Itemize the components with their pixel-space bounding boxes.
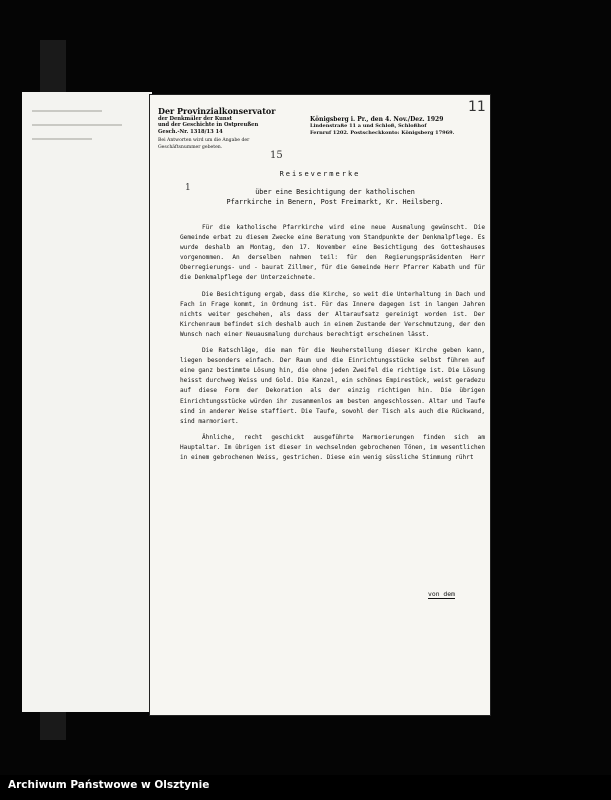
paragraph: Für die katholische Pfarrkirche wird eine neue Ausmalung gewünscht. Die Gemeinde erbat zu diesem Zwecke eine Beratung vom Standpunkte der Denkmalpflege. Es wurde deshalb am Montag, den 17. November eine Besichtigung des Gotteshauses vorgenommen. An derselben nahmen teil: für den Regierungspräsidenten Herr Oberregierungs- und - baurat Zillmer, für die Gemeinde Herr Pfarrer Kabath und für die Denkmalpflege der Unterzeichnete. xyxy=(180,224,485,282)
letterhead-right xyxy=(310,117,460,136)
place-date: Königsberg i. Pr., den 4. Nov./Dez. 1929 xyxy=(310,116,444,123)
paragraph: Die Besichtigung ergab, dass die Kirche, so weit die Unterhaltung in Dach und Fach in Frage kommt, in Ordnung ist. Für das Innere dagegen ist in langen Jahren nichts weiter geschehen, als dass der Altaraufsatz gereinigt worden ist. Der Kirchenraum befindet sich deshalb auch in einem Zustande der Verschmutzung, der den Wunsch nach einer Neuausmalung durchaus berechtigt erscheinen lässt. xyxy=(180,290,485,338)
margin-mark: 1 xyxy=(185,183,191,193)
page-number: 11 xyxy=(468,99,486,115)
archive-label: Archiwum Państwowe w Olsztynie xyxy=(8,779,210,791)
letterhead-left xyxy=(158,107,276,151)
letterhead-note: Bei Antworten wird um die Angabe der xyxy=(158,138,250,144)
underlying-page xyxy=(22,92,152,712)
paragraph: Die Ratschläge, die man für die Neuherstellung dieser Kirche geben kann, liegen besonders einfach. Der Raum und die Einrichtungsstücke selbst führen auf eine ganz bestimmte Lösung hin, die ohne jeden Zweifel die richtige ist. Die Lösung heisst durchweg Weiss und Gold. Die Kanzel, ein schönes Empirestück, weist geradezu auf diese Form der Dekoration als der einzig richtigen hin. Die übrigen Einrichtungsstücke würden ihr zusammenlos am besten angeschlossen. Altar und Taufe sind in anderer Weise staffiert. Die Taufe, sowohl der Tisch als auch die Rückwand, sind marmoriert. xyxy=(180,347,485,425)
handwritten-mark: 15 xyxy=(270,150,283,161)
document-title: Reisevermerke xyxy=(279,170,361,178)
paragraph: Ähnliche, recht geschickt ausgeführte Marmorierungen finden sich am Hauptaltar. Im übrigen ist dieser in wechselnden gebrochenen Tönen, im wesentlichen in einem gebrochenen Weiss, gestrichen. Diese ein wenig süssliche Stimmung rührt xyxy=(180,433,485,461)
letterhead-line: der Denkmäler der Kunst xyxy=(158,116,233,122)
document-body xyxy=(180,223,485,469)
letterhead-title: Der Provinzialkonservator xyxy=(158,106,276,116)
document-subject xyxy=(190,187,480,207)
address-line: Lindenstraße 11 a und Schloß, Schloßhof xyxy=(310,123,427,130)
document-page xyxy=(150,95,490,715)
letterhead-line: und der Geschichte in Ostpreußen xyxy=(158,122,259,129)
continuation-text: von dem xyxy=(428,590,455,598)
subject-line: Pfarrkirche in Benern, Post Freimarkt, Kr. Heilsberg. xyxy=(226,198,444,206)
phone-line: Fernruf 1202. Postscheckkonto: Königsberg 17969. xyxy=(310,129,455,136)
letterhead-note: Geschäftsnummer gebeten. xyxy=(158,144,223,150)
reference-number: Gesch.-Nr. 1318/13 14 xyxy=(158,128,223,135)
subject-line: über eine Besichtigung der katholischen xyxy=(255,188,415,196)
